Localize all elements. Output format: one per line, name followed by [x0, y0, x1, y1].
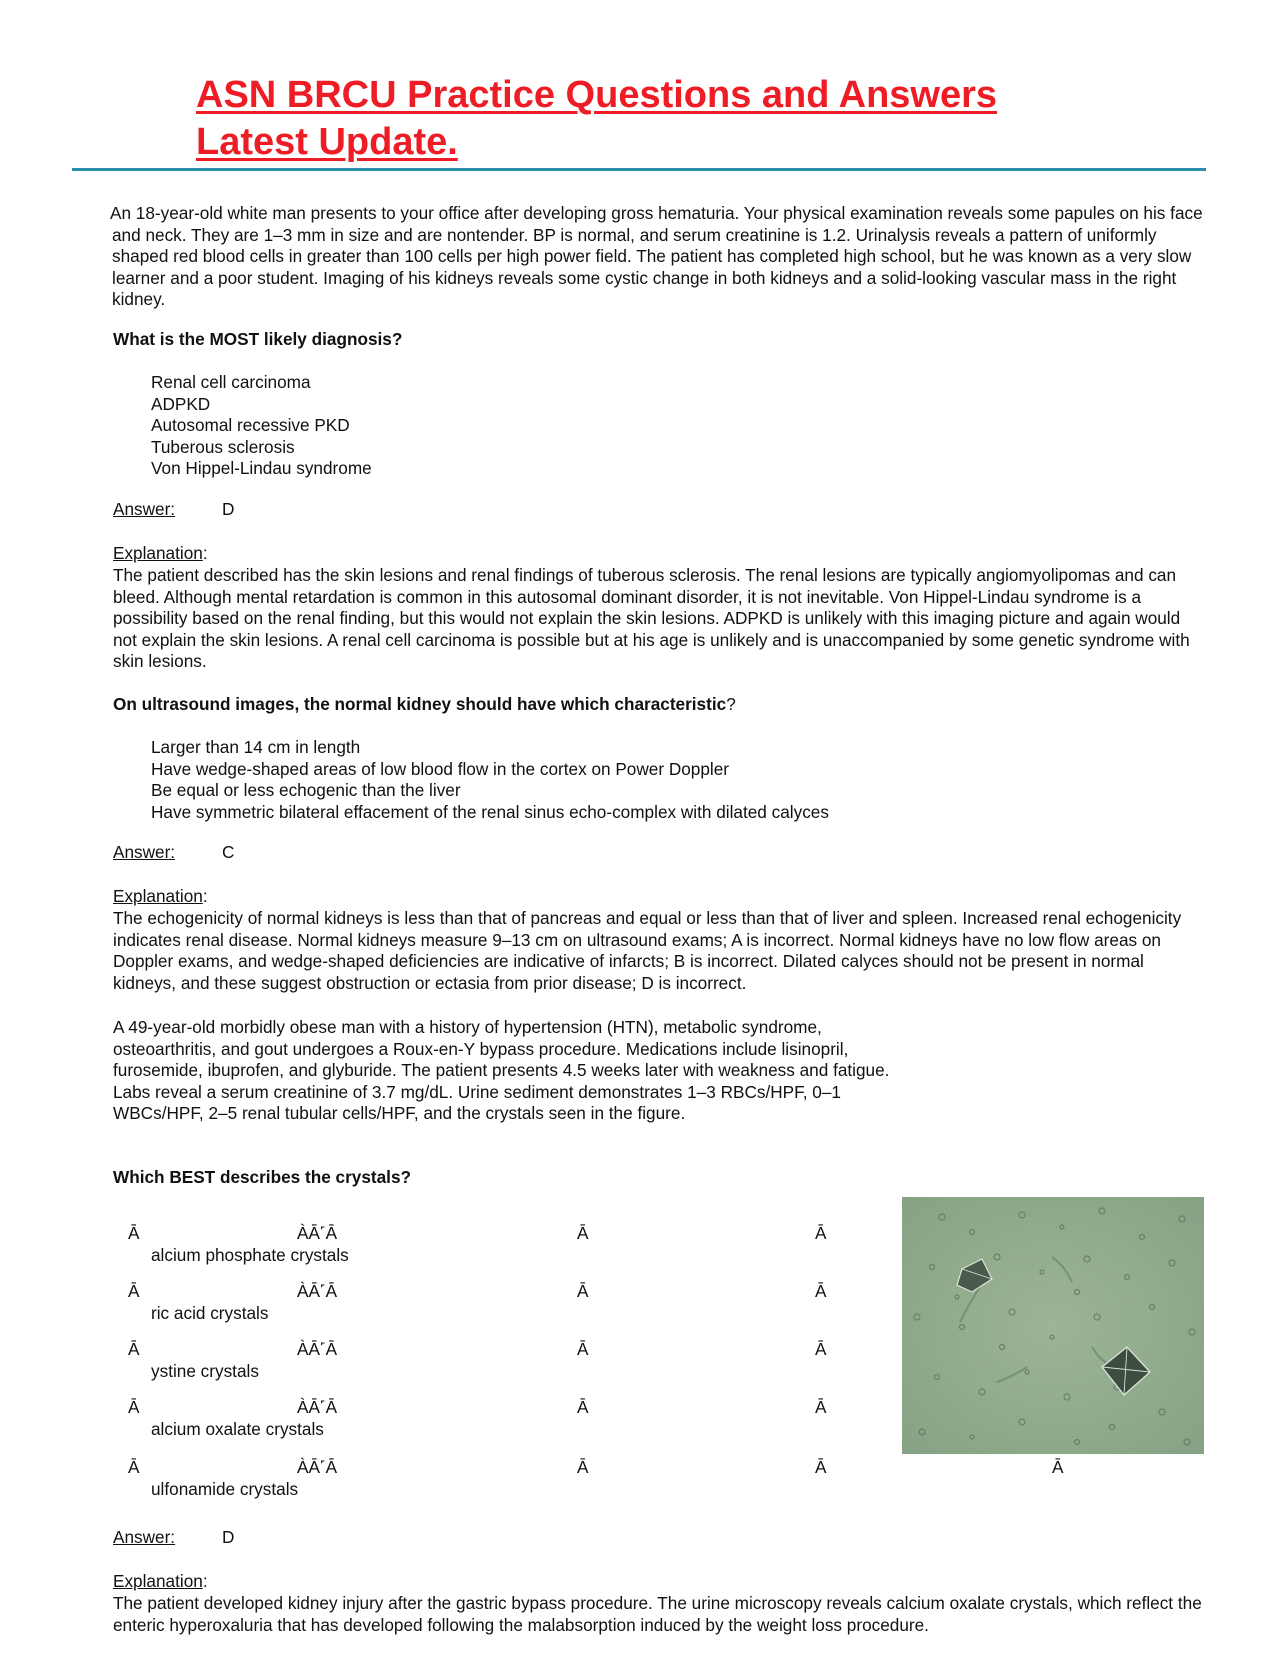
title-line-2: Latest Update.	[196, 121, 458, 163]
micrograph-image	[902, 1197, 1204, 1454]
q3-stem: A 49-year-old morbidly obese man with a history of hypertension (HTN), metabolic syndrome, osteoarthritis, and gout undergoes a Roux-en-Y bypass procedure. Medications include lisinopril, furosemide, ibuprofen, and glyburide. The patient presents 4.5 weeks later with weakness and fatigue. Labs reveal a serum creatinine of 3.7 mg/dL. Urine sediment demonstrates 1–3 RBCs/HPF, 0–1 WBCs/HPF, 2–5 renal tubular cells/HPF, and the crystals seen in the figure.	[113, 1017, 890, 1124]
q3-glyph: Ā	[815, 1397, 827, 1417]
q3-option: ystine crystals	[151, 1361, 259, 1381]
q3-explanation: The patient developed kidney injury after the gastric bypass procedure. The urine microscopy reveals calcium oxalate crystals, which reflect the enteric hyperoxaluria that has developed following the malabsorption induced by the weight loss procedure.	[113, 1593, 1202, 1635]
q3-glyph: Ā	[577, 1281, 589, 1301]
q3-glyph: Ā	[1052, 1457, 1064, 1477]
q1-answer-label: Answer:	[113, 499, 176, 519]
urine-crystals-micrograph	[902, 1197, 1204, 1454]
q3-answer-row	[113, 1527, 175, 1549]
q3-option: alcium phosphate crystals	[151, 1245, 349, 1265]
q1-option: Tuberous sclerosis	[151, 436, 295, 457]
q1-options	[151, 372, 372, 480]
q1-stem: An 18-year-old white man presents to your office after developing gross hematuria. Your physical examination reveals some papules on his face and neck. They are 1–3 mm in size and are nontender. BP is normal, and serum creatinine is 1.2. Urinalysis reveals a pattern of uniformly shaped red blood cells in greater than 100 cells per high power field. The patient has completed high school, but he was known as a very slow learner and a poor student. Imaging of his kidneys reveals some cystic change in both kidneys and a solid-looking vascular mass in the right kidney.	[110, 203, 1203, 310]
q1-option: ADPKD	[151, 393, 211, 414]
q2-option: Have wedge-shaped areas of low blood flow in the cortex on Power Doppler	[151, 758, 730, 779]
q2-question-mark: ?	[726, 694, 736, 714]
q3-glyph: Ā	[128, 1223, 140, 1243]
q3-option: ulfonamide crystals	[151, 1479, 299, 1499]
q1-explanation-heading: Explanation:	[113, 543, 208, 563]
title-divider	[72, 168, 1206, 171]
q2-question: On ultrasound images, the normal kidney should have which characteristic	[113, 694, 727, 714]
q3-glyph: Ā	[815, 1223, 827, 1243]
q3-option: ric acid crystals	[151, 1303, 269, 1323]
q3-answer-label: Answer:	[113, 1527, 176, 1547]
q3-explanation-label: Explanation	[113, 1571, 203, 1591]
q3-glyph: Ā	[128, 1397, 140, 1417]
q1-question: What is the MOST likely diagnosis?	[113, 329, 403, 349]
q1-explanation-label: Explanation	[113, 543, 203, 563]
q3-glyph: Ā	[128, 1457, 140, 1477]
q3-glyph: Ā	[128, 1339, 140, 1359]
q2-option: Be equal or less echogenic than the liver	[151, 780, 461, 801]
q3-glyph: ÀĀ˹Ā	[297, 1457, 338, 1477]
document-title	[196, 72, 1196, 166]
q3-glyph: Ā	[577, 1457, 589, 1477]
q1-answer-row	[113, 499, 175, 521]
q3-question: Which BEST describes the crystals?	[113, 1167, 412, 1187]
q3-glyph: Ā	[577, 1397, 589, 1417]
q3-glyph: Ā	[577, 1339, 589, 1359]
q3-glyph: Ā	[128, 1281, 140, 1301]
q1-answer-value: D	[222, 499, 235, 519]
q1-explanation: The patient described has the skin lesions and renal findings of tuberous sclerosis. The renal lesions are typically angiomyolipomas and can bleed. Although mental retardation is common in this autosomal dominant disorder, it is not inevitable. Von Hippel-Lindau syndrome is a possibility based on the renal finding, but this would not explain the skin lesions. ADPKD is unlikely with this imaging picture and again would not explain the skin lesions. A renal cell carcinoma is possible but at his age is unlikely and is unaccompanied by some genetic syndrome with skin lesions.	[113, 565, 1190, 672]
q2-explanation: The echogenicity of normal kidneys is less than that of pancreas and equal or less than that of liver and spleen. Increased renal echogenicity indicates renal disease. Normal kidneys measure 9–13 cm on ultrasound exams; A is incorrect. Normal kidneys have no low flow areas on Doppler exams, and wedge-shaped deficiencies are indicative of infarcts; B is incorrect. Dilated calyces should not be present in normal kidneys, and these suggest obstruction or ectasia from prior disease; D is incorrect.	[113, 908, 1182, 993]
q3-glyph: Ā	[815, 1339, 827, 1359]
q2-explanation-heading: Explanation:	[113, 886, 208, 906]
q2-answer-label: Answer:	[113, 842, 176, 862]
q1-option: Von Hippel-Lindau syndrome	[151, 458, 372, 479]
q2-question-row	[113, 694, 736, 716]
q1-option: Renal cell carcinoma	[151, 372, 311, 392]
q3-glyph: ÀĀ˹Ā	[297, 1397, 338, 1417]
q3-glyph: Ā	[815, 1281, 827, 1301]
q3-option: alcium oxalate crystals	[151, 1419, 324, 1439]
title-line-1: ASN BRCU Practice Questions and Answers	[196, 74, 998, 116]
q2-option: Larger than 14 cm in length	[151, 737, 361, 757]
q2-explanation-label: Explanation	[113, 886, 203, 906]
q3-explanation-heading: Explanation:	[113, 1571, 208, 1591]
q2-option: Have symmetric bilateral effacement of the renal sinus echo-complex with dilated calyces	[151, 801, 829, 822]
q3-glyph: ÀĀ˹Ā	[297, 1281, 338, 1301]
q2-answer-value: C	[222, 842, 235, 862]
q2-options	[151, 737, 829, 823]
q2-answer-row	[113, 842, 175, 864]
q3-glyph: ÀĀ˹Ā	[297, 1223, 338, 1243]
q3-glyph: ÀĀ˹Ā	[297, 1339, 338, 1359]
q3-glyph: Ā	[815, 1457, 827, 1477]
q3-answer-value: D	[222, 1527, 235, 1547]
q1-option: Autosomal recessive PKD	[151, 415, 350, 436]
q3-glyph: Ā	[577, 1223, 589, 1243]
